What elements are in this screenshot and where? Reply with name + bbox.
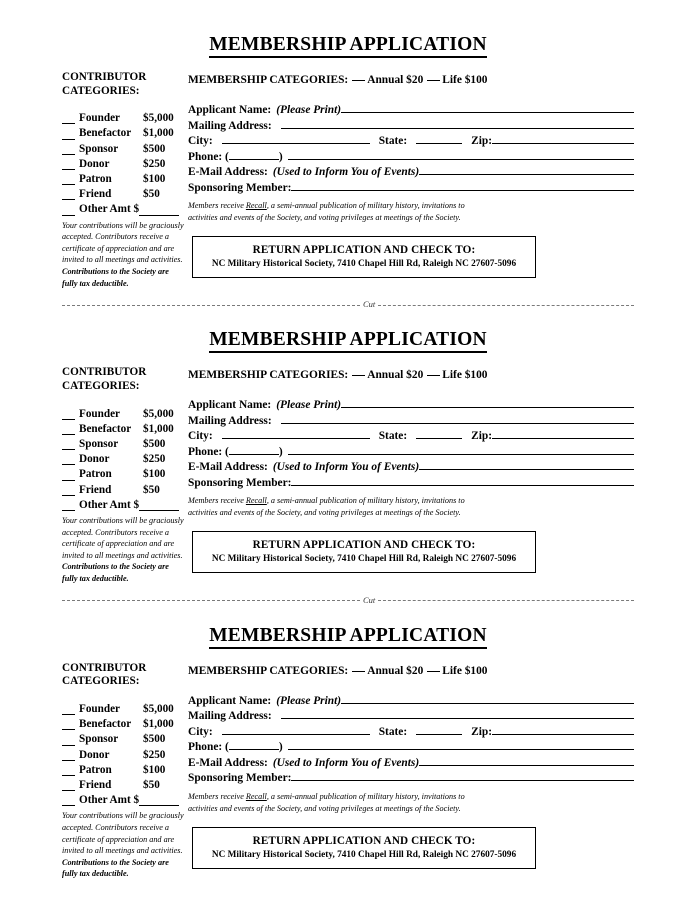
zip-input[interactable] <box>492 725 634 735</box>
return-address-box: RETURN APPLICATION AND CHECK TO: NC Military Historical Society, 7410 Chapel Hill Rd, Raleigh NC 27607-5096 <box>192 531 536 573</box>
sponsoring-member-row: Sponsoring Member: <box>188 476 634 492</box>
tier-checkbox[interactable] <box>62 144 75 155</box>
tier-checkbox[interactable] <box>62 765 75 776</box>
tier-row[interactable]: Patron $100 <box>62 467 188 482</box>
city-state-zip-row: City: State: Zip: <box>188 725 634 741</box>
email-input[interactable] <box>419 165 634 175</box>
sponsoring-member-row: Sponsoring Member: <box>188 771 634 787</box>
zip-input[interactable] <box>492 134 634 144</box>
tier-row[interactable]: Founder $5,000 <box>62 407 188 422</box>
phone-input[interactable] <box>288 740 634 750</box>
life-checkbox[interactable] <box>427 662 440 672</box>
sponsoring-member-input[interactable] <box>291 181 634 191</box>
cut-dash-left <box>62 600 360 601</box>
tier-checkbox[interactable] <box>62 439 75 450</box>
form-body <box>62 71 634 289</box>
tier-checkbox[interactable] <box>62 454 75 465</box>
tier-row[interactable]: Founder $5,000 <box>62 702 188 717</box>
form-body <box>62 662 634 880</box>
state-input[interactable] <box>416 725 462 735</box>
application-fields-column <box>188 71 634 278</box>
cut-dash-right <box>378 305 634 306</box>
tier-checkbox[interactable] <box>62 189 75 200</box>
tier-checkbox[interactable] <box>62 750 75 761</box>
tier-row[interactable]: Benefactor $1,000 <box>62 126 188 141</box>
contributor-categories-column <box>62 662 188 880</box>
applicant-name-row: Applicant Name: (Please Print) <box>188 398 634 414</box>
tier-row[interactable]: Founder $5,000 <box>62 111 188 126</box>
tier-checkbox[interactable] <box>62 409 75 420</box>
sponsoring-member-input[interactable] <box>291 476 634 486</box>
membership-benefits-note: Members receive Recall, a semi-annual publication of military history, invitations to activities and events of the Society, and voting privileges at meetings of the Society. <box>188 201 465 222</box>
city-input[interactable] <box>222 725 370 735</box>
city-state-zip-row: City: State: Zip: <box>188 429 634 445</box>
phone-input[interactable] <box>288 150 634 160</box>
annual-checkbox[interactable] <box>352 662 365 672</box>
contributor-tier-list <box>62 407 188 513</box>
application-fields-column <box>188 366 634 573</box>
state-input[interactable] <box>416 134 462 144</box>
email-input[interactable] <box>419 756 634 766</box>
mailing-address-input[interactable] <box>281 119 634 129</box>
page-title: MEMBERSHIP APPLICATION <box>62 625 634 648</box>
tier-row[interactable]: Friend $50 <box>62 187 188 202</box>
other-amount-input[interactable] <box>139 205 179 216</box>
tier-checkbox[interactable] <box>62 485 75 496</box>
tier-checkbox[interactable] <box>62 735 75 746</box>
return-address-box: RETURN APPLICATION AND CHECK TO: NC Military Historical Society, 7410 Chapel Hill Rd, Raleigh NC 27607-5096 <box>192 827 536 869</box>
application-fields-column <box>188 662 634 869</box>
phone-areacode-input[interactable] <box>229 740 279 750</box>
tier-row[interactable]: Sponsor $500 <box>62 142 188 157</box>
membership-categories-line: MEMBERSHIP CATEGORIES: Annual $20 Life $100 <box>188 366 634 381</box>
phone-row: Phone: ( ) <box>188 445 634 461</box>
tier-checkbox[interactable] <box>62 113 75 124</box>
contribution-fineprint: Your contributions will be graciously accepted. Contributors receive a certificate of appreciation and are invited to all meetings and activities. Contributions to the Society are fully tax deductible. <box>62 220 184 288</box>
annual-checkbox[interactable] <box>352 71 365 81</box>
other-amount-input[interactable] <box>139 795 179 806</box>
cut-separator <box>62 297 634 313</box>
field-list <box>188 398 634 491</box>
contributor-categories-column <box>62 366 188 584</box>
contributor-tier-list <box>62 111 188 217</box>
membership-benefits-note: Members receive Recall, a semi-annual publication of military history, invitations to activities and events of the Society, and voting privileges at meetings of the Society. <box>188 791 465 813</box>
city-state-zip-row: City: State: Zip: <box>188 134 634 150</box>
cut-dash-left <box>62 305 360 306</box>
page-title: MEMBERSHIP APPLICATION <box>62 329 634 352</box>
phone-areacode-input[interactable] <box>229 150 279 160</box>
tier-row[interactable]: Sponsor $500 <box>62 732 188 747</box>
city-input[interactable] <box>222 429 370 439</box>
applicant-name-row: Applicant Name: (Please Print) <box>188 694 634 710</box>
tier-row-other[interactable]: Other Amt $ <box>62 793 188 808</box>
tier-row[interactable]: Benefactor $1,000 <box>62 422 188 437</box>
tier-row[interactable]: Benefactor $1,000 <box>62 717 188 732</box>
email-input[interactable] <box>419 460 634 470</box>
tier-row[interactable]: Sponsor $500 <box>62 437 188 452</box>
tier-row[interactable]: Donor $250 <box>62 452 188 467</box>
contributor-categories-heading: CONTRIBUTOR CATEGORIES: <box>62 366 147 393</box>
membership-application-copy-3 <box>62 613 634 880</box>
phone-row: Phone: ( ) <box>188 150 634 166</box>
tier-checkbox[interactable] <box>62 129 75 140</box>
field-list <box>188 694 634 787</box>
field-list <box>188 103 634 196</box>
tier-checkbox[interactable] <box>62 780 75 791</box>
applicant-name-input[interactable] <box>341 398 634 408</box>
tier-checkbox[interactable] <box>62 500 75 511</box>
mailing-address-input[interactable] <box>281 709 634 719</box>
annual-checkbox[interactable] <box>352 366 365 376</box>
email-row: E-Mail Address: (Used to Inform You of Events) <box>188 460 634 476</box>
sponsoring-member-row: Sponsoring Member: <box>188 181 634 197</box>
tier-checkbox[interactable] <box>62 470 75 481</box>
tier-row[interactable]: Friend $50 <box>62 778 188 793</box>
tier-row[interactable]: Donor $250 <box>62 748 188 763</box>
contributor-categories-column <box>62 71 188 289</box>
cut-label: Cut <box>363 299 376 310</box>
sponsoring-member-input[interactable] <box>291 771 634 781</box>
tier-checkbox[interactable] <box>62 205 75 216</box>
tier-checkbox[interactable] <box>62 424 75 435</box>
mailing-address-row: Mailing Address: <box>188 414 634 430</box>
tier-row[interactable]: Patron $100 <box>62 763 188 778</box>
tier-checkbox[interactable] <box>62 719 75 730</box>
tier-checkbox[interactable] <box>62 174 75 185</box>
mailing-address-row: Mailing Address: <box>188 119 634 135</box>
return-address-box: RETURN APPLICATION AND CHECK TO: NC Military Historical Society, 7410 Chapel Hill Rd, Raleigh NC 27607-5096 <box>192 236 536 278</box>
contribution-fineprint: Your contributions will be graciously accepted. Contributors receive a certificate of appreciation and are invited to all meetings and activities. Contributions to the Society are fully tax deductible. <box>62 811 184 879</box>
tier-checkbox[interactable] <box>62 704 75 715</box>
tier-checkbox[interactable] <box>62 159 75 170</box>
state-input[interactable] <box>416 429 462 439</box>
contributor-categories-heading: CONTRIBUTOR CATEGORIES: <box>62 661 147 688</box>
membership-application-copy-1 <box>62 0 634 289</box>
membership-benefits-note: Members receive Recall, a semi-annual publication of military history, invitations to activities and events of the Society, and voting privileges at meetings of the Society. <box>188 496 465 518</box>
phone-areacode-input[interactable] <box>229 445 279 455</box>
contribution-fineprint: Your contributions will be graciously accepted. Contributors receive a certificate of appreciation and are invited to all meetings and activities. Contributions to the Society are fully tax deductible. <box>62 515 184 584</box>
phone-row: Phone: ( ) <box>188 740 634 756</box>
page-title: MEMBERSHIP APPLICATION <box>62 34 634 57</box>
applicant-name-input[interactable] <box>341 103 634 113</box>
mailing-address-input[interactable] <box>281 414 634 424</box>
contributor-categories-heading: CONTRIBUTOR CATEGORIES: <box>62 71 147 97</box>
mailing-address-row: Mailing Address: <box>188 709 634 725</box>
tier-checkbox[interactable] <box>62 795 75 806</box>
email-row: E-Mail Address: (Used to Inform You of Events) <box>188 756 634 772</box>
life-checkbox[interactable] <box>427 71 440 81</box>
zip-input[interactable] <box>492 429 634 439</box>
tier-row-other[interactable]: Other Amt $ <box>62 498 188 513</box>
tier-row[interactable]: Donor $250 <box>62 157 188 172</box>
membership-application-copy-2 <box>62 317 634 584</box>
tier-row[interactable]: Friend $50 <box>62 483 188 498</box>
city-input[interactable] <box>222 134 370 144</box>
phone-input[interactable] <box>288 445 634 455</box>
other-amount-input[interactable] <box>139 500 179 511</box>
membership-categories-line: MEMBERSHIP CATEGORIES: Annual $20 Life $100 <box>188 662 634 677</box>
email-row: E-Mail Address: (Used to Inform You of Events) <box>188 165 634 181</box>
applicant-name-row: Applicant Name: (Please Print) <box>188 103 634 119</box>
cut-label: Cut <box>363 594 376 605</box>
form-body <box>62 366 634 584</box>
cut-separator <box>62 593 634 609</box>
membership-categories-line: MEMBERSHIP CATEGORIES: Annual $20 Life $100 <box>188 71 634 86</box>
life-checkbox[interactable] <box>427 366 440 376</box>
applicant-name-input[interactable] <box>341 694 634 704</box>
contributor-tier-list <box>62 702 188 808</box>
cut-dash-right <box>378 600 634 601</box>
tier-row[interactable]: Patron $100 <box>62 172 188 187</box>
tier-row-other[interactable]: Other Amt $ <box>62 202 188 217</box>
